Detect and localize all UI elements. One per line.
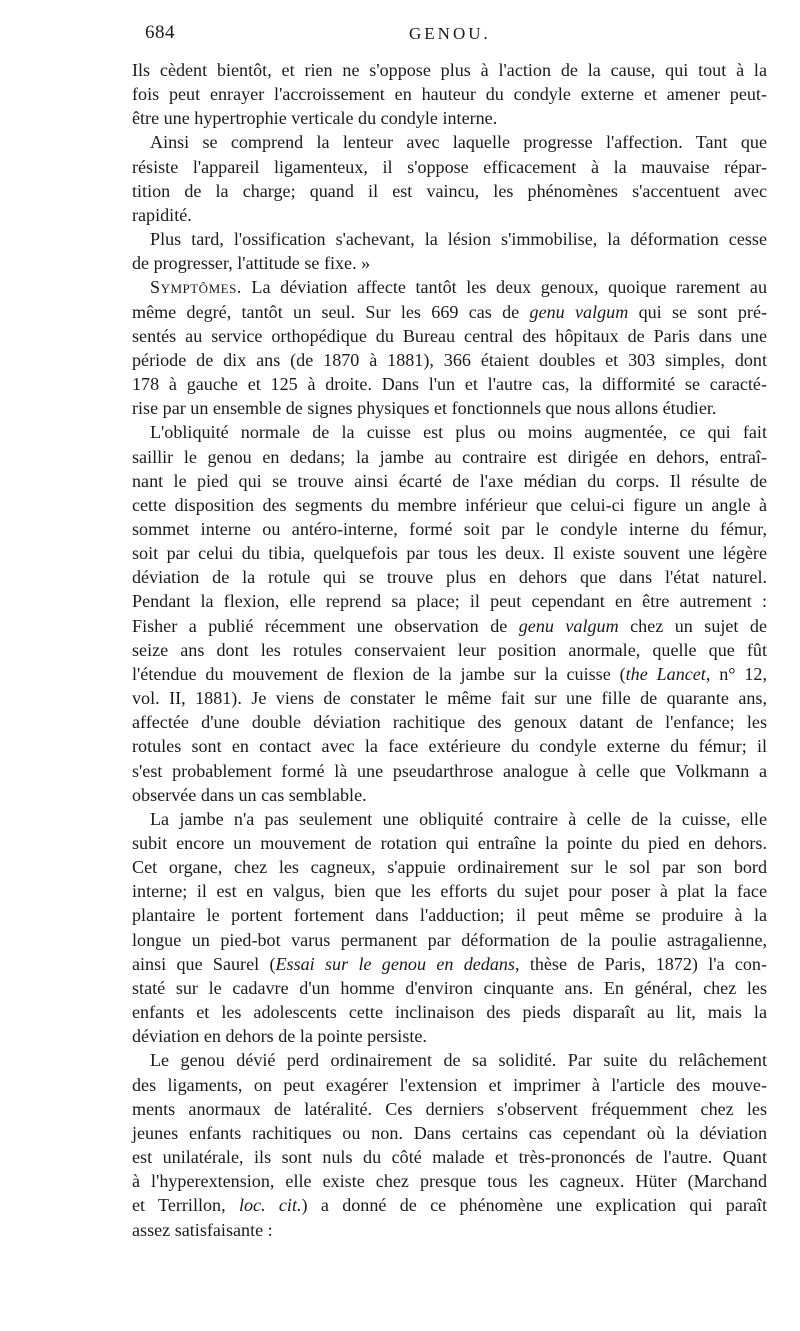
text-run: ments anormaux de latéralité. Ces derniers s'observent fréquemment chez les xyxy=(132,1098,767,1119)
text-run: Ils cèdent bientôt, et rien ne s'oppose plus à l'action de la cause, qui tout à la xyxy=(132,60,767,80)
text-line xyxy=(132,638,767,662)
text-line xyxy=(132,82,767,106)
text-run: s'est probablement formé là une pseudarthrose analogue à celle que Volkmann a xyxy=(132,760,767,781)
text-run: , thèse de Paris, 1872) l'a con- xyxy=(514,953,768,974)
text-line xyxy=(132,1097,767,1121)
italic-text: Essai sur le genou en dedans xyxy=(275,953,515,974)
text-line xyxy=(132,879,767,903)
text-run: déviation en dehors de la pointe persiste. xyxy=(132,1026,427,1047)
text-run: Pendant la flexion, elle reprend sa place; il peut cependant en être autrement : xyxy=(132,591,767,612)
text-run: déviation de la rotule qui se trouve plus en dehors que dans l'état naturel. xyxy=(132,567,767,588)
text-run: période de dix ans (de 1870 à 1881), 366 étaient doubles et 303 simples, dont xyxy=(132,349,767,370)
text-line xyxy=(132,1073,767,1097)
text-run: , n° 12, xyxy=(705,663,767,684)
text-line xyxy=(132,396,767,420)
text-line xyxy=(132,251,767,275)
text-line xyxy=(132,565,767,589)
text-line xyxy=(132,203,767,227)
text-line xyxy=(132,614,767,638)
paragraph xyxy=(132,58,767,130)
text-run: être une hypertrophie verticale du condyle interne. xyxy=(132,108,498,129)
text-run: même degré, tantôt un seul. Sur les 669 cas de xyxy=(132,301,530,322)
body-text xyxy=(132,58,767,1242)
text-run: enfants et les adolescents cette inclinaison des pieds disparaît au lit, mais la xyxy=(132,1002,767,1023)
text-line xyxy=(132,783,767,807)
text-run: longue un pied-bot varus permanent par déformation de la poulie astragalienne, xyxy=(132,929,767,950)
text-run: vol. II, 1881). Je viens de constater le même fait sur une fille de quarante ans, xyxy=(132,688,767,709)
text-line xyxy=(132,855,767,879)
text-line xyxy=(132,130,767,154)
text-line xyxy=(132,952,767,976)
text-run: fois peut enrayer l'accroissement en hauteur du condyle externe et amener peut- xyxy=(132,84,767,105)
paragraph xyxy=(132,227,767,275)
text-run: L'obliquité normale de la cuisse est plus ou moins augmentée, ce qui fait xyxy=(150,422,767,443)
text-run: et Terrillon, xyxy=(132,1195,239,1216)
text-line xyxy=(132,1024,767,1048)
text-line xyxy=(132,903,767,927)
text-line xyxy=(132,372,767,396)
text-line xyxy=(132,1218,767,1242)
text-line xyxy=(132,469,767,493)
text-run: sommet interne ou antéro-interne, formé soit par le condyle interne du fémur, xyxy=(132,518,767,539)
text-line xyxy=(132,589,767,613)
text-line xyxy=(132,58,767,82)
text-run: qui se sont pré- xyxy=(628,301,767,322)
page-number: 684 xyxy=(145,22,175,43)
text-run: La déviation affecte tantôt les deux genoux, quoique rarement au xyxy=(241,277,767,298)
text-line xyxy=(132,517,767,541)
text-line xyxy=(132,1169,767,1193)
text-run: 178 à gauche et 125 à droite. Dans l'un et l'autre cas, la difformité se caracté- xyxy=(132,374,767,395)
text-run: des ligaments, on peut exagérer l'extension et imprimer à l'article des mouve- xyxy=(132,1074,767,1095)
text-run: affectée d'une double déviation rachitique des genoux datant de l'enfance; les xyxy=(132,712,767,733)
text-line xyxy=(132,686,767,710)
text-line xyxy=(132,541,767,565)
text-run: à l'hyperextension, elle existe chez presque tous les cagneux. Hüter (Marchand xyxy=(132,1171,767,1192)
text-run: rotules sont en contact avec la face extérieure du condyle externe du fémur; il xyxy=(132,736,767,757)
italic-text: the Lancet xyxy=(625,663,706,684)
italic-text: genu valgum xyxy=(518,615,619,636)
text-run: saillir le genou en dedans; la jambe au contraire est dirigée en dehors, entraî- xyxy=(132,446,767,467)
text-run: sentés au service orthopédique du Bureau central des hôpitaux de Paris dans une xyxy=(132,325,767,346)
text-run: plantaire le portent fortement dans l'adduction; il peut même se produire à la xyxy=(132,905,767,926)
text-line xyxy=(132,324,767,348)
page-header xyxy=(145,22,765,52)
text-run: subit encore un mouvement de rotation qui entraîne la pointe du pied en dehors. xyxy=(132,833,767,853)
text-line xyxy=(132,1121,767,1145)
italic-text: loc. cit. xyxy=(238,1195,302,1216)
text-line xyxy=(132,348,767,372)
text-run: Plus tard, l'ossification s'achevant, la lésion s'immobilise, la déformation cesse xyxy=(150,229,767,250)
text-line xyxy=(132,1145,767,1169)
text-run: rise par un ensemble de signes physiques et fonctionnels que nous allons étudier. xyxy=(132,398,717,419)
text-line xyxy=(132,831,767,855)
paragraph xyxy=(132,130,767,227)
paragraph xyxy=(132,807,767,1049)
text-run: jeunes enfants rachitiques ou non. Dans certains cas cependant où la déviation xyxy=(132,1122,767,1143)
text-run: de progresser, l'attitude se fixe. » xyxy=(132,253,371,274)
text-line xyxy=(132,1193,767,1217)
text-run: Fisher a publié récemment une observation de xyxy=(132,615,519,636)
text-run: rapidité. xyxy=(132,204,192,225)
text-line xyxy=(132,275,767,299)
text-line xyxy=(132,1000,767,1024)
text-run: est unilatérale, ils sont nuls du côté malade et très-prononcés de l'autre. Quant xyxy=(132,1147,767,1168)
text-line xyxy=(132,493,767,517)
text-line xyxy=(132,227,767,251)
text-run: Cet organe, chez les cagneux, s'appuie ordinairement sur le sol par son bord xyxy=(132,857,767,878)
text-run: observée dans un cas semblable. xyxy=(132,784,367,805)
text-run: seize ans dont les rotules conservaient leur position anormale, quelle que fût xyxy=(132,639,767,660)
paragraph xyxy=(132,1048,767,1241)
text-line xyxy=(132,759,767,783)
text-line xyxy=(132,420,767,444)
text-line xyxy=(132,300,767,324)
text-line xyxy=(132,807,767,831)
text-run: nant le pied qui se trouve ainsi écarté de l'axe médian du corps. Il résulte de xyxy=(132,470,767,491)
text-line xyxy=(132,445,767,469)
text-run: Le genou dévié perd ordinairement de sa solidité. Par suite du relâchement xyxy=(150,1050,767,1071)
text-line xyxy=(132,928,767,952)
text-run: Ainsi se comprend la lenteur avec laquelle progresse l'affection. Tant que xyxy=(150,132,767,153)
paragraph xyxy=(132,420,767,807)
text-line xyxy=(132,734,767,758)
text-line xyxy=(132,155,767,179)
text-run: cette disposition des segments du membre inférieur que celui-ci figure un angle à xyxy=(132,494,767,515)
text-run: La jambe n'a pas seulement une obliquité contraire à celle de la cuisse, elle xyxy=(150,808,767,829)
section-heading: Symptômes. xyxy=(150,277,242,298)
text-run: résiste l'appareil ligamenteux, il s'oppose efficacement à la mauvaise répar- xyxy=(132,156,767,177)
italic-text: genu valgum xyxy=(529,301,629,322)
text-line xyxy=(132,179,767,203)
running-head: GENOU. xyxy=(409,24,491,43)
paragraph xyxy=(132,275,767,420)
text-run: soit par celui du tibia, quelquefois par tous les deux. Il existe souvent une légère xyxy=(132,543,767,564)
text-run: assez satisfaisante : xyxy=(132,1219,273,1240)
text-line xyxy=(132,662,767,686)
text-run: l'étendue du mouvement de flexion de la jambe sur la cuisse ( xyxy=(132,663,626,684)
text-line xyxy=(132,1048,767,1072)
text-line xyxy=(132,976,767,1000)
text-line xyxy=(132,710,767,734)
text-run: staté sur le cadavre d'un homme d'environ cinquante ans. En général, chez les xyxy=(132,977,767,998)
text-run: ainsi que Saurel ( xyxy=(132,953,276,974)
text-run: tition de la charge; quand il est vaincu, les phénomènes s'accentuent avec xyxy=(132,180,767,201)
text-line xyxy=(132,106,767,130)
text-run: interne; il est en valgus, bien que les efforts du sujet pour poser à plat la face xyxy=(132,881,767,902)
text-run: ) a donné de ce phénomène une explication qui paraît xyxy=(301,1195,767,1216)
text-run: chez un sujet de xyxy=(618,615,767,636)
